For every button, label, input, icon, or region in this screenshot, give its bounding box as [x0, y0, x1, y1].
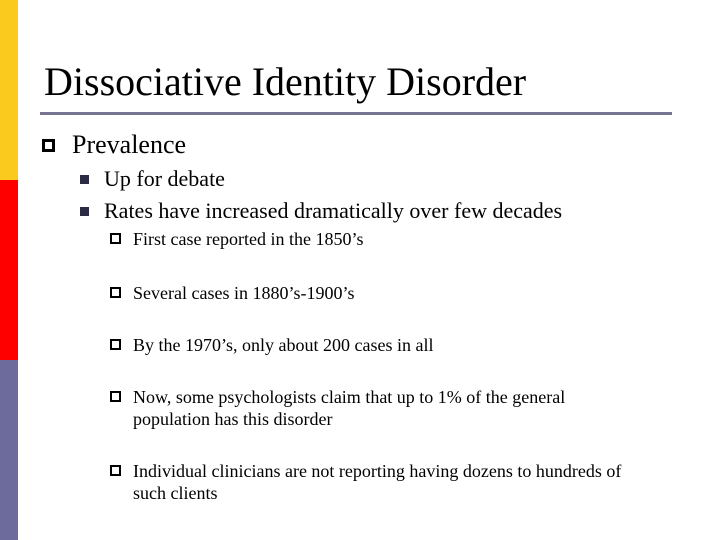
- open-square-bullet-icon: [110, 233, 121, 244]
- bullet-text: Rates have increased dramatically over few decades: [104, 198, 563, 223]
- sub-bullet-line: Now, some psychologists claim that up to 1% of the general: [133, 387, 566, 407]
- title-underline: [40, 112, 672, 115]
- open-square-bullet-icon: [110, 391, 121, 402]
- accent-bar-yellow: [0, 0, 18, 180]
- sub-bullet-line: Individual clinicians are not reporting having dozens to hundreds of: [133, 461, 622, 481]
- sub-bullet-line: Several cases in 1880’s-1900’s: [133, 283, 355, 303]
- bullet-rates-increased: [104, 198, 562, 224]
- bullet-text: Up for debate: [104, 166, 225, 191]
- sub-bullet-1970s: [133, 334, 433, 356]
- sub-bullet-line: such clients: [133, 483, 218, 503]
- accent-bar-blue: [0, 360, 18, 540]
- open-square-bullet-icon: [110, 465, 121, 476]
- filled-square-bullet-icon: [80, 207, 89, 216]
- sub-bullet-clinicians: [133, 460, 621, 504]
- open-square-bullet-icon: [42, 139, 55, 152]
- slide-title: Dissociative Identity Disorder: [44, 59, 527, 104]
- sub-bullet-line: First case reported in the 1850’s: [133, 229, 364, 249]
- sub-bullet-1880s: [133, 282, 354, 304]
- accent-bar-red: [0, 180, 18, 360]
- sub-bullet-line: By the 1970’s, only about 200 cases in all: [133, 335, 434, 355]
- bullet-up-for-debate: [104, 166, 225, 192]
- open-square-bullet-icon: [110, 287, 121, 298]
- open-square-bullet-icon: [110, 339, 121, 350]
- bullet-text: Prevalence: [72, 130, 187, 159]
- sub-bullet-line: population has this disorder: [133, 409, 333, 429]
- sub-bullet-now: [133, 386, 565, 430]
- bullet-prevalence: [72, 130, 186, 160]
- sub-bullet-1850s: [133, 228, 363, 250]
- filled-square-bullet-icon: [80, 175, 89, 184]
